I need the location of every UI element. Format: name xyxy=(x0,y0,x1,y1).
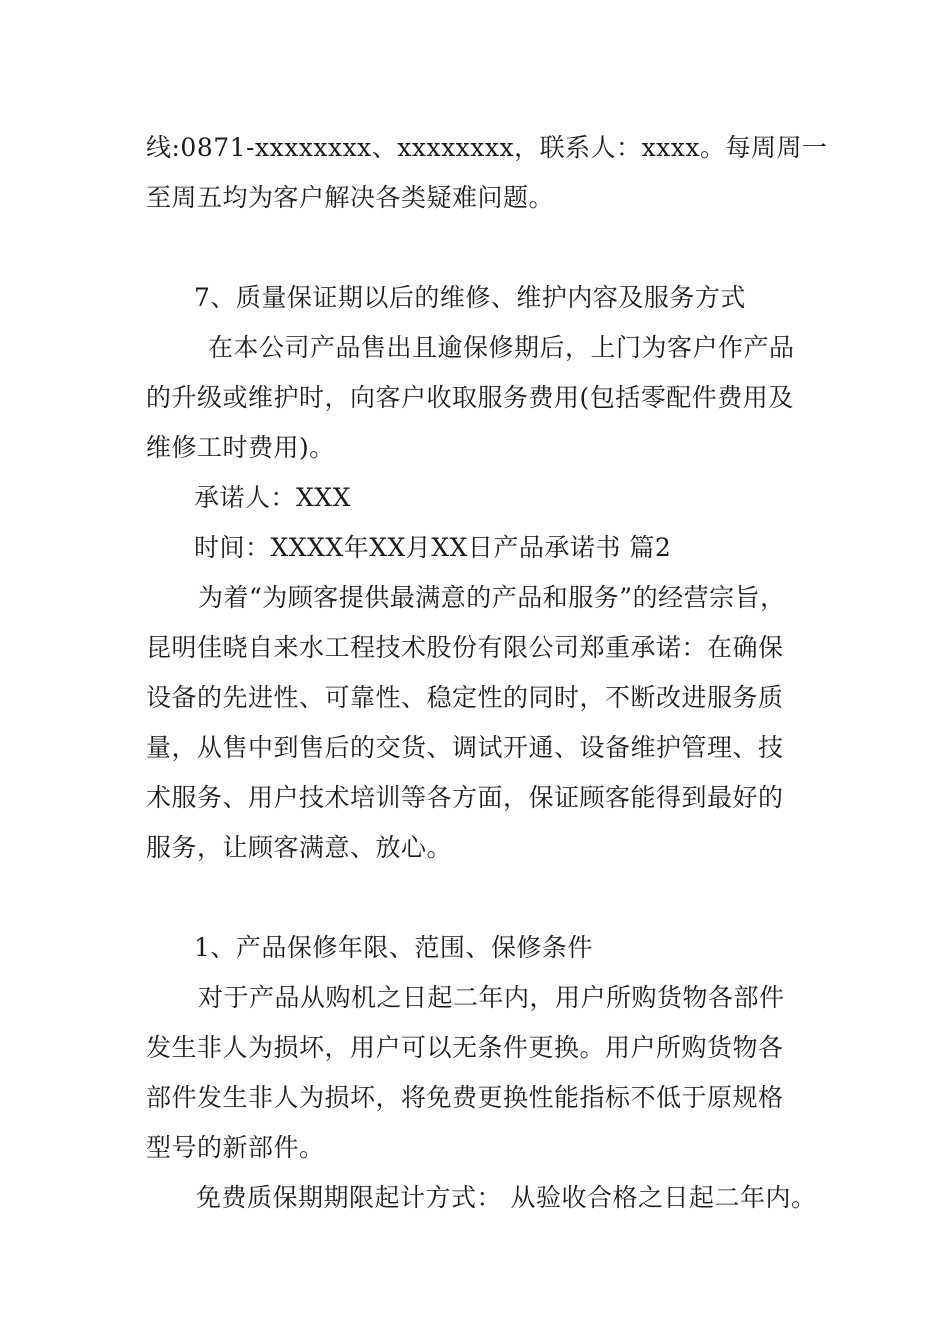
text-line-16: 对于产品从购机之日起二年内，用户所购货物各部件 xyxy=(198,983,785,1012)
text-line-12: 量，从售中到售后的交货、调试开通、设备维护管理、技 xyxy=(146,733,784,762)
text-line-17: 发生非人为损坏，用户可以无条件更换。用户所购货物各 xyxy=(146,1033,784,1062)
section-heading-7: 7、质量保证期以后的维修、维护内容及服务方式 xyxy=(194,283,746,312)
text-line-19: 型号的新部件。 xyxy=(146,1133,325,1162)
text-line-9: 为着“为顾客提供最满意的产品和服务”的经营宗旨， xyxy=(198,583,786,612)
text-line-14: 服务，让顾客满意、放心。 xyxy=(146,833,453,862)
text-line-2: 至周五均为客户解决各类疑难问题。 xyxy=(146,183,555,212)
text-line-10: 昆明佳晓自来水工程技术股份有限公司郑重承诺：在确保 xyxy=(146,633,784,662)
text-line-1: 线:0871-xxxxxxxx、xxxxxxxx，联系人：xxxx。每周周一 xyxy=(146,133,828,162)
text-line-13: 术服务、用户技术培训等各方面，保证顾客能得到最好的 xyxy=(146,783,784,812)
promisor-line: 承诺人：XXX xyxy=(194,483,351,512)
text-line-20: 免费质保期期限起计方式： 从验收合格之日起二年内。 xyxy=(196,1183,817,1212)
date-line: 时间：XXXX年XX月XX日产品承诺书 篇2 xyxy=(194,533,672,562)
text-line-18: 部件发生非人为损坏，将免费更换性能指标不低于原规格 xyxy=(146,1083,784,1112)
section-heading-1: 1、产品保修年限、范围、保修条件 xyxy=(194,933,593,962)
text-line-4: 在本公司产品售出且逾保修期后，上门为客户作产品 xyxy=(208,333,795,362)
text-line-11: 设备的先进性、可靠性、稳定性的同时，不断改进服务质 xyxy=(146,683,784,712)
text-line-6: 维修工时费用)。 xyxy=(146,433,335,462)
text-line-5: 的升级或维护时，向客户收取服务费用(包括零配件费用及 xyxy=(146,383,794,412)
